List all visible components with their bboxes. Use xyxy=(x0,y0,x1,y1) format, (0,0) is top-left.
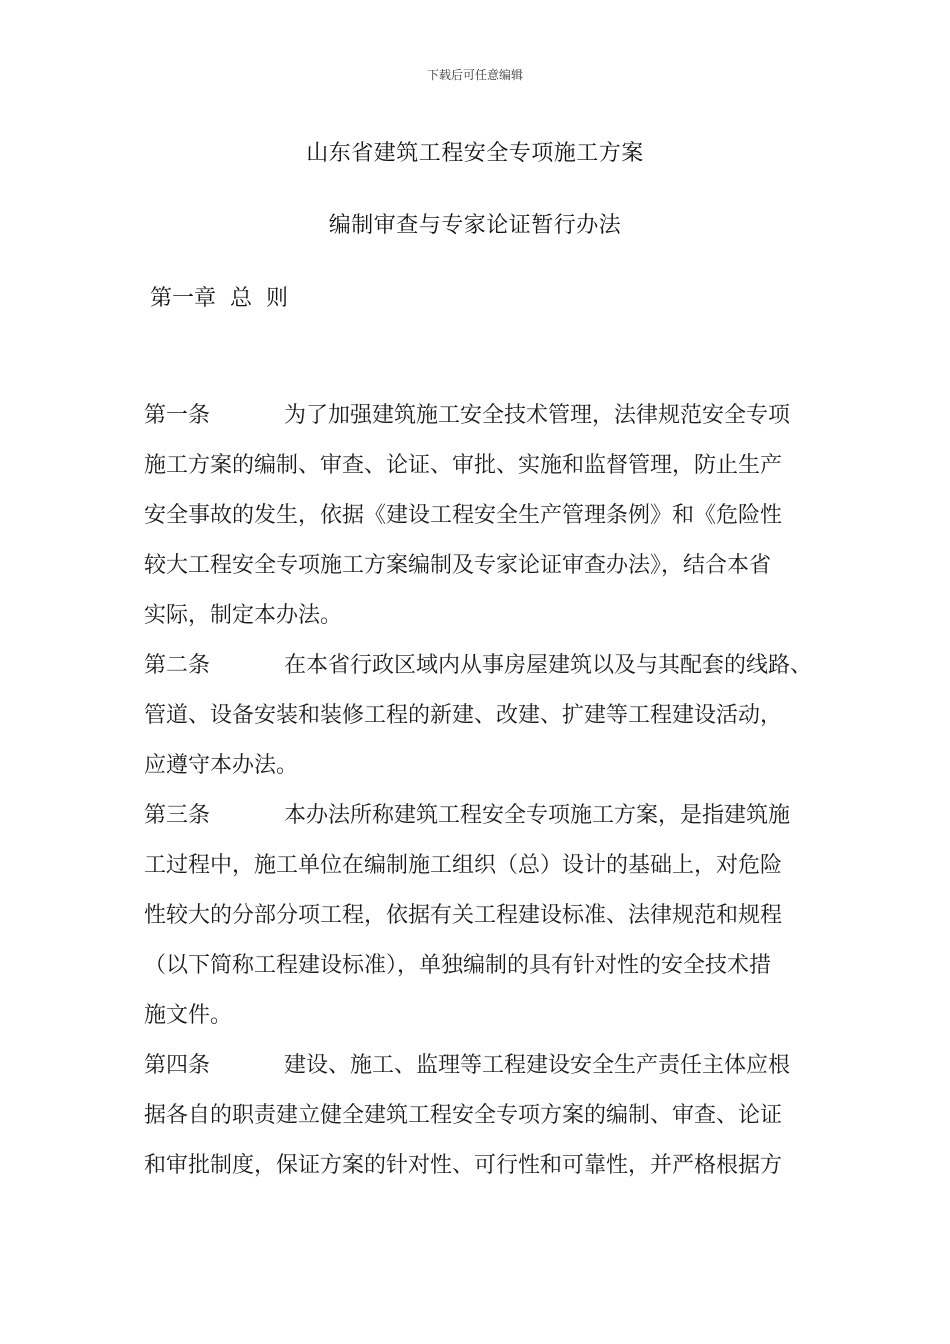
document-title-line-1: 山东省建筑工程安全专项施工方案 xyxy=(306,141,644,166)
article-first-line xyxy=(144,641,824,691)
article-line: 较大工程安全专项施工方案编制及专家论证审查办法》，结合本省 xyxy=(144,553,772,578)
article-line: （以下简称工程建设标准），单独编制的具有针对性的安全技术措 xyxy=(144,953,772,978)
article xyxy=(144,1041,824,1191)
article-text: 为了加强建筑施工安全技术管理，法律规范安全专项 xyxy=(284,403,791,428)
article-line: 管道、设备安装和装修工程的新建、改建、扩建等工程建设活动， xyxy=(144,703,783,728)
article-line: 工过程中，施工单位在编制施工组织（总）设计的基础上，对危险 xyxy=(144,853,783,878)
article-text: 本办法所称建筑工程安全专项施工方案，是指建筑施 xyxy=(284,803,791,828)
article-text: 建设、施工、监理等工程建设安全生产责任主体应根 xyxy=(284,1053,791,1078)
article-line: 施文件。 xyxy=(144,1003,233,1028)
article-number: 第三条 xyxy=(144,803,211,828)
article-line: 性较大的分部分项工程，依据有关工程建设标准、法律规范和规程 xyxy=(144,903,783,928)
article-text: 在本省行政区域内从事房屋建筑以及与其配套的线路、 xyxy=(284,653,813,678)
article-first-line xyxy=(144,391,824,441)
article-line: 据各自的职责建立健全建筑工程安全专项方案的编制、审查、论证 xyxy=(144,1103,783,1128)
header-note: 下载后可任意编辑 xyxy=(426,68,523,82)
article-line: 和审批制度，保证方案的针对性、可行性和可靠性，并严格根据方 xyxy=(144,1153,783,1178)
article xyxy=(144,641,824,791)
article xyxy=(144,791,824,1041)
article-first-line xyxy=(144,791,824,841)
article xyxy=(144,391,824,641)
document-title-line-2: 编制审查与专家论证暂行办法 xyxy=(328,213,622,238)
article-line: 施工方案的编制、审查、论证、审批、实施和监督管理，防止生产 xyxy=(144,453,783,478)
chapter-heading: 第一章 总 则 xyxy=(150,286,288,311)
article-line: 安全事故的发生，依据《建设工程安全生产管理条例》和《危险性 xyxy=(144,503,783,528)
article-first-line xyxy=(144,1041,824,1091)
article-line: 实际，制定本办法。 xyxy=(144,603,343,628)
article-line: 应遵守本办法。 xyxy=(144,753,299,778)
article-number: 第四条 xyxy=(144,1053,211,1078)
article-number: 第一条 xyxy=(144,403,211,428)
article-list xyxy=(144,391,824,1191)
article-number: 第二条 xyxy=(144,653,211,678)
